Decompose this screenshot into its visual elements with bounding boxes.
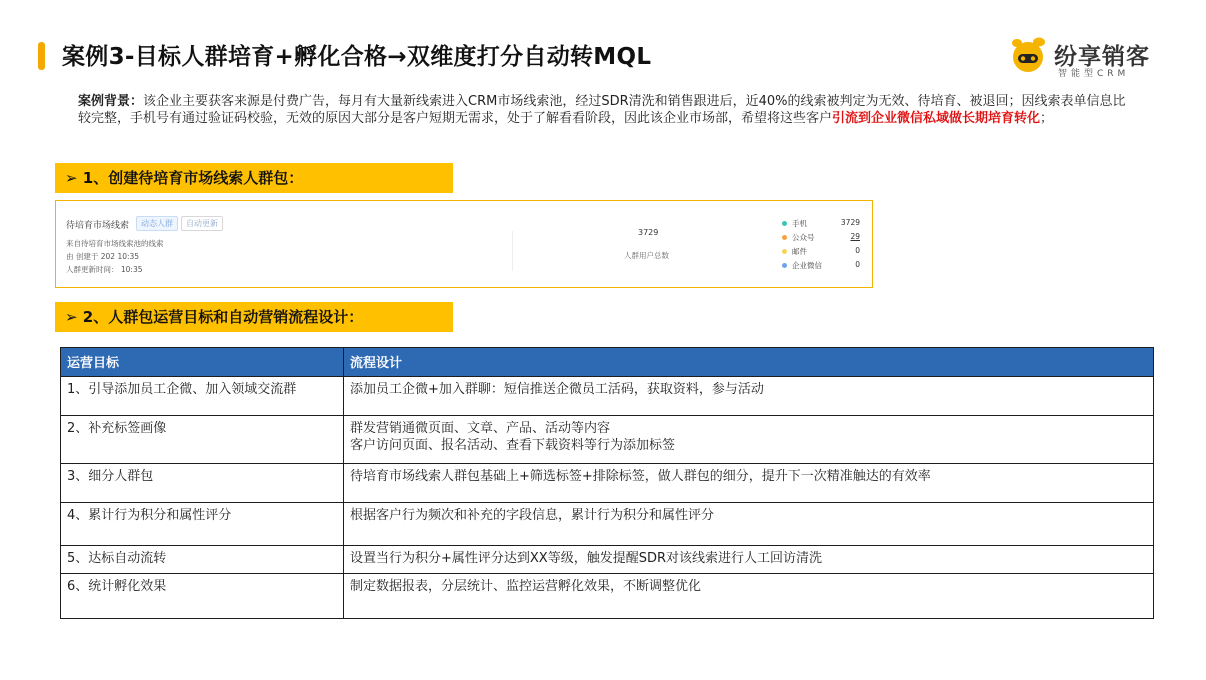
flow-line: 制定数据报表，分层统计、监控运营孵化效果，不断调整优化 [350,579,702,594]
operations-plan-table [60,347,1154,619]
brand-logo [1008,34,1178,80]
channel-label: 公众号 [792,233,815,242]
page-title: 案例3-目标人群培育+孵化合格→双维度打分自动转MQL [62,44,652,70]
brand-name: 纷享销客 [1054,44,1150,70]
background-highlight: 引流到企业微信私域做长期培育转化 [832,111,1041,126]
audience-updated-time: 人群更新时间： 10:35 [66,265,143,274]
card-divider [512,231,513,271]
flow-cell [344,416,1154,464]
channel-row-wecom [782,260,860,272]
channel-row-official-account [782,232,860,244]
flow-cell [344,377,1154,416]
table-row [61,503,1154,546]
goal-cell: 5、达标自动流转 [61,546,344,574]
table-row [61,574,1154,619]
table-row [61,416,1154,464]
audience-package-card [55,200,873,288]
channel-row-email [782,246,860,258]
section-1-header: ➢ 1、创建待培育市场线索人群包： [55,163,453,193]
table-row [61,464,1154,503]
channel-value: 0 [855,246,860,255]
case-background [78,93,1136,127]
audience-name: 待培育市场线索 [66,221,130,231]
channel-label: 邮件 [792,247,807,256]
goal-cell: 1、引导添加员工企微、加入领域交流群 [61,377,344,416]
channel-value: 29 [850,232,860,241]
email-dot-icon [782,249,787,254]
brand-tagline: 智能型CRM [1058,69,1130,79]
flow-line: 添加员工企微+加入群聊：短信推送企微员工活码，获取资料，参与活动 [350,382,764,397]
table-header-row [61,348,1154,377]
flow-line: 设置当行为积分+属性评分达到XX等级，触发提醒SDR对该线索进行人工回访清洗 [350,551,822,566]
table-row [61,377,1154,416]
bee-logo-icon [1008,34,1050,76]
dynamic-audience-tag: 动态人群 [136,216,178,231]
flow-cell [344,464,1154,503]
flow-line: 根据客户行为频次和补充的字段信息，累计行为积分和属性评分 [350,508,715,523]
header-flow: 流程设计 [344,348,1154,377]
audience-created-info: 由 创建于 202 10:35 [66,252,140,261]
flow-line: 客户访问页面、报名活动、查看下载资料等行为添加标签 [350,438,676,453]
title-accent-bar [38,42,45,70]
goal-cell: 2、补充标签画像 [61,416,344,464]
flow-cell [344,574,1154,619]
channel-label: 企业微信 [792,261,822,270]
flow-line: 群发营销通微页面、文章、产品、活动等内容 [350,421,611,436]
flow-cell [344,546,1154,574]
header-goal: 运营目标 [61,348,344,377]
auto-update-tag: 自动更新 [181,216,223,231]
channel-value: 0 [855,260,860,269]
flow-cell [344,503,1154,546]
background-label: 案例背景： [78,94,144,109]
table-row [61,546,1154,574]
wecom-dot-icon [782,263,787,268]
background-text: 该企业主要获客来源是付费广告，每月有大量新线索进入CRM市场线索池，经过SDR清洗和销售跟进后，近40%的线索被判定为无效、待培育、被退回；因线索表单信息比较完整，手机号有通过验证码校验，无效的原因大部分是客户短期无需求，处于了解看看阶段，因此该企业市场部，希望将这些客户 [78,94,1126,126]
section-2-header: ➢ 2、人群包运营目标和自动营销流程设计： [55,302,453,332]
official-account-dot-icon [782,235,787,240]
phone-dot-icon [782,221,787,226]
audience-description: 来自待培育市场线索池的线索 [66,239,164,248]
channel-value: 3729 [840,218,860,227]
audience-total-label: 人群用户总数 [624,251,669,260]
background-end: ； [1040,111,1054,126]
goal-cell: 6、统计孵化效果 [61,574,344,619]
channel-row-phone [782,218,860,230]
goal-cell: 4、累计行为积分和属性评分 [61,503,344,546]
flow-line: 待培育市场线索人群包基础上+筛选标签+排除标签，做人群包的细分，提升下一次精准触达的有效率 [350,469,931,484]
channel-label: 手机 [792,219,807,228]
goal-cell: 3、细分人群包 [61,464,344,503]
audience-total-count: 3729 [638,228,659,237]
